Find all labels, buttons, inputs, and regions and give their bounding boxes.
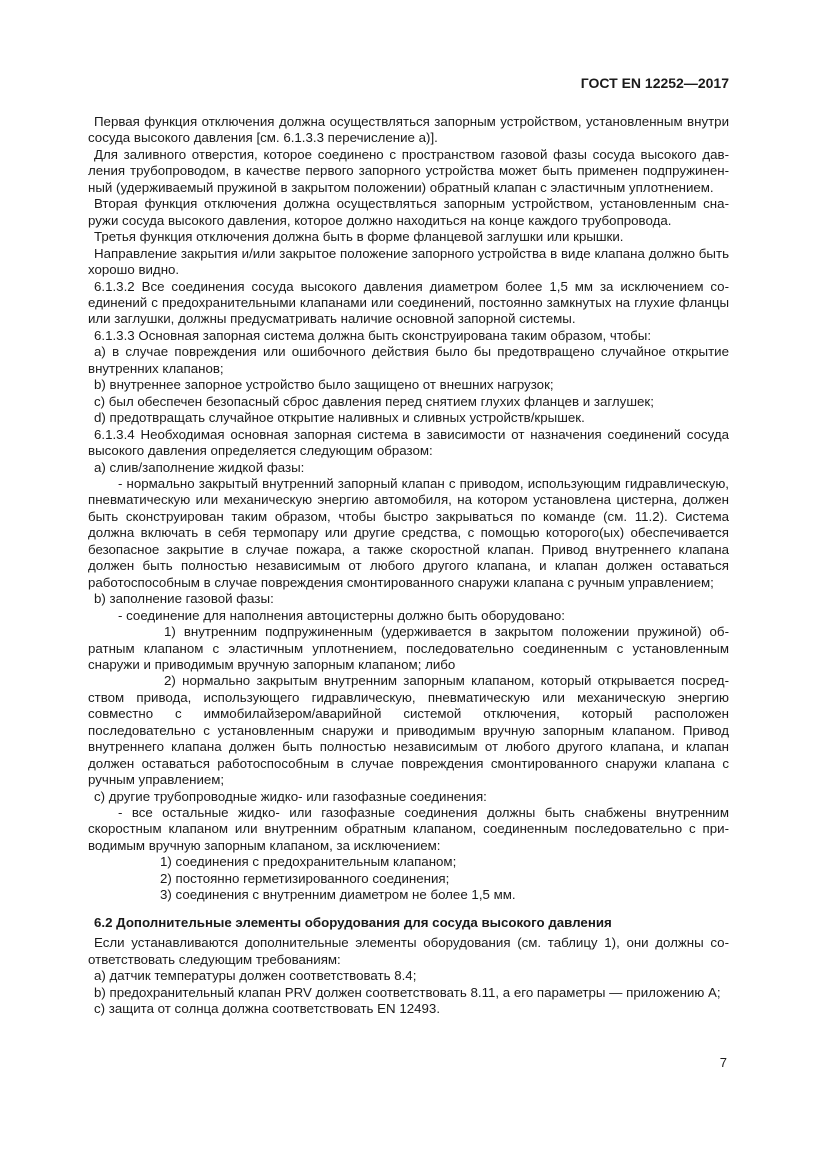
list-item: с) был обеспечен безопасный сброс давления перед снятием глухих фланцев и заглушек; xyxy=(94,393,654,409)
sub-item: - нормально закрытый внутренний запорный клапан с приводом, использующим гидравлическую, пневматическую или механическую энергию автомобиля, на котором установлена цистерна, должен быть сконструирован таким образом, чтобы быстро закрываться по команде (см. 11.2). Система должна включать в себя термопару или другие средства, с помощью которого(ых) обеспечивается безопасное закрытие в случае пожара, а также скоростной клапан. Привод внутреннего клапана должен быть полностью независимым от любого другого клапана, и клапан должен оставаться работоспособным в случае повреждения смонтированного снаружи клапана с ручным управлением; xyxy=(88,475,729,590)
numbered-item: 3) соединения с внутренним диаметром не более 1,5 мм. xyxy=(160,887,516,903)
paragraph: Направление закрытия и/или закрытое положение запорного устройства в виде клапана должно быть хорошо видно. xyxy=(88,245,729,278)
numbered-item: 1) соединения с предохранительным клапаном; xyxy=(160,854,457,870)
document-body xyxy=(88,114,729,1017)
list-item: с) защита от солнца должна соответствовать EN 12493. xyxy=(94,1001,441,1017)
paragraph: Вторая функция отключения должна осуществляться запорным устройством, установленным снаружи сосуда высокого давления, которое должно находиться на конце каждого трубопровода. xyxy=(88,196,729,228)
list-item: b) внутреннее запорное устройство было защищено от внешних нагрузок; xyxy=(94,377,554,393)
numbered-item: 2) нормально закрытым внутренним запорным клапаном, который открывается посредством привода, использующего гидравлическую, пневматическую или механическую энергию совместно с иммобилайзером/аварийной системой отключения, который расположен последовательно с установленным снаружи и приводимым вручную запорным клапаном. Привод внутреннего клапана должен быть полностью независимым от любого другого клапана, и клапан должен оставаться работоспособным в случае повреждения смонтированного снаружи клапана с ручным управлением; xyxy=(88,673,729,788)
list-item: b) предохранительный клапан PRV должен соответствовать 8.11, а его параметры — приложению А; xyxy=(94,984,721,1000)
clause-6-1-3-4: 6.1.3.4 Необходимая основная запорная система в зависимости от назначения соединений сосуда высокого давления определяется следующим образом: xyxy=(88,426,729,459)
list-item: с) другие трубопроводные жидко- или газофазные соединения: xyxy=(94,788,487,804)
paragraph: Если устанавливаются дополнительные элементы оборудования (см. таблицу 1), они должны соответствовать следующим требованиям: xyxy=(88,935,729,967)
numbered-item: 1) внутренним подпружиненным (удерживается в закрытом положении пружиной) обратным клапаном с эластичным уплотнением, последовательно соединенным с установленным снаружи и приводимым вручную запорным клапаном; либо xyxy=(88,624,729,672)
sub-item: - все остальные жидко- или газофазные соединения должны быть снабжены внутренним скоростным клапаном или внутренним обратным клапаном, соединенным последовательно с приводимым вручную запорным клапаном, за исключением: xyxy=(88,805,729,853)
paragraph: Первая функция отключения должна осуществляться запорным устройством, установленным внутри сосуда высокого давления [см. 6.1.3.3 перечисление а)]. xyxy=(88,114,729,146)
list-item: а) в случае повреждения или ошибочного действия было бы предотвращено случайное открытие внутренних клапанов; xyxy=(88,344,729,376)
section-heading: 6.2 Дополнительные элементы оборудования для сосуда высокого давления xyxy=(94,914,612,930)
clause-6-1-3-3: 6.1.3.3 Основная запорная система должна быть сконструирована таким образом, чтобы: xyxy=(94,327,652,343)
page-number: 7 xyxy=(719,1055,727,1070)
document-header: ГОСТ EN 12252—2017 xyxy=(580,75,729,91)
paragraph: Для заливного отверстия, которое соединено с пространством газовой фазы сосуда высокого давления трубопроводом, в качестве первого запорного устройства может быть применен подпружиненный (удерживаемый пружиной в закрытом положении) обратный клапан с эластичным уплотнением. xyxy=(88,146,729,195)
paragraph: Третья функция отключения должна быть в форме фланцевой заглушки или крышки. xyxy=(94,229,624,245)
list-item: b) заполнение газовой фазы: xyxy=(94,591,274,607)
numbered-item: 2) постоянно герметизированного соединения; xyxy=(160,870,450,886)
list-item: d) предотвращать случайное открытие наливных и сливных устройств/крышек. xyxy=(94,410,585,426)
sub-item: - соединение для наполнения автоцистерны должно быть оборудовано: xyxy=(118,607,565,623)
clause-6-1-3-2: 6.1.3.2 Все соединения сосуда высокого давления диаметром более 1,5 мм за исключением соединений с предохранительными клапанами или соединений, постоянно замкнутых на глухие фланцы или заглушки, должны предусматривать наличие основной запорной системы. xyxy=(88,278,729,327)
list-item: а) датчик температуры должен соответствовать 8.4; xyxy=(94,968,417,984)
list-item: а) слив/заполнение жидкой фазы: xyxy=(94,459,305,475)
